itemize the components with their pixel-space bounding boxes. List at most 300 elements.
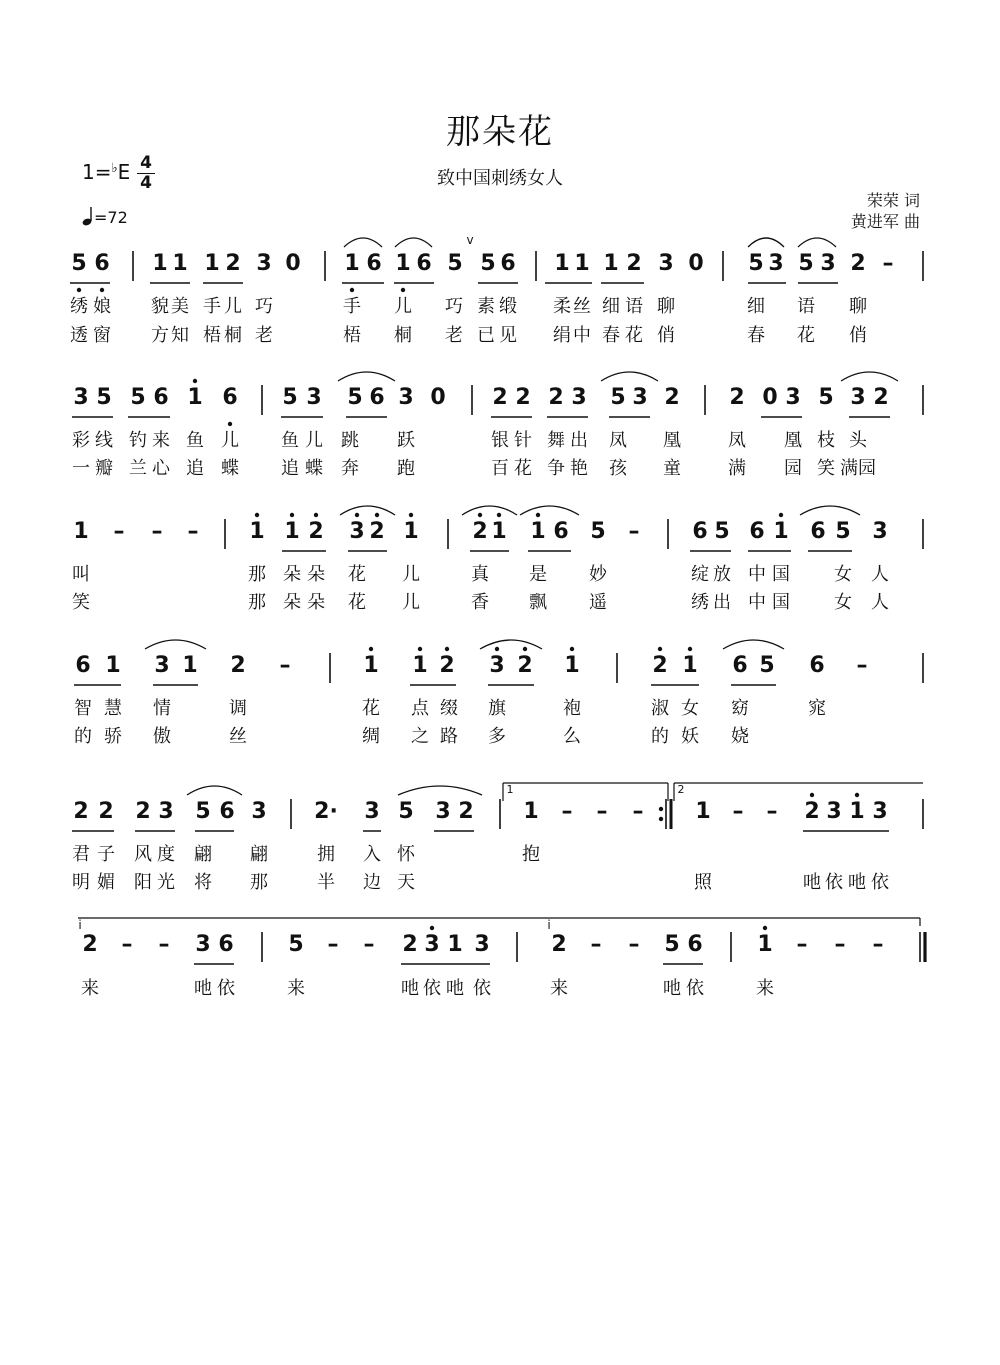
lyric-verse-1: 银 (491, 430, 509, 451)
note: 6 (222, 385, 238, 410)
note: – (796, 932, 808, 957)
lyric-verse-1: 怀 (397, 844, 415, 865)
grace-note: i (78, 918, 82, 932)
note: 2· (314, 799, 338, 824)
lyric-verse-2: 依 (825, 872, 843, 893)
octave-dot-above (375, 513, 379, 517)
lyric-verse-2: 已 (477, 325, 495, 346)
lyric-verse-2: 俏 (657, 325, 675, 346)
note: – (279, 653, 291, 678)
lyric-verse-2: 绸 (362, 726, 380, 747)
lyric-verse-1: 缀 (440, 698, 458, 719)
lyric-verse-1: 线 (95, 430, 113, 451)
lyric-verse-1: 枝 (817, 430, 835, 451)
lyric-verse-2: 兰 (129, 458, 147, 479)
lyric-verse-2: 中 (748, 592, 766, 613)
note: 1 (249, 519, 265, 544)
note: 1 (363, 653, 379, 678)
note: 3 (489, 653, 505, 678)
lyric-verse-1: 入 (363, 844, 381, 865)
lyric-verse-2: 满 (728, 458, 746, 479)
lyric-verse-1: 手 (203, 296, 221, 317)
slur (480, 640, 542, 649)
note: 2 (308, 519, 324, 544)
note: 1 (773, 519, 789, 544)
octave-dot-above (658, 647, 662, 651)
note: 1 (284, 519, 300, 544)
slur (145, 640, 206, 649)
lyric-verse-1: 翩 (250, 844, 268, 865)
note: 1 (412, 653, 428, 678)
note: 3 (364, 799, 380, 824)
lyric-verse-1: 那 (248, 564, 266, 585)
note: 5 (590, 519, 606, 544)
note: – (561, 799, 573, 824)
lyric-verse-1: 中 (748, 564, 766, 585)
note: 3 (658, 251, 674, 276)
lyric-verse-2: 一 (72, 458, 90, 479)
lyric-verse-1: 素 (477, 296, 495, 317)
lyric-verse-2: 出 (713, 592, 731, 613)
note: 0 (688, 251, 704, 276)
note: 1 (73, 519, 89, 544)
lyric-verse-2: 花 (625, 325, 643, 346)
note: 1 (172, 251, 188, 276)
note: 2 (551, 932, 567, 957)
note: 3 (632, 385, 648, 410)
lyric-verse-2: 追 (186, 458, 204, 479)
note: 0 (430, 385, 446, 410)
volta-1-label: 1 (506, 783, 514, 796)
lyric-verse-2: 傲 (153, 726, 171, 747)
note: 2 (492, 385, 508, 410)
lyric-verse-2: 梧 (343, 325, 361, 346)
lyric-verse-1: 慧 (104, 698, 122, 719)
lyric-verse-2: 孩 (609, 458, 627, 479)
lyric-verse-2: 的 (74, 726, 92, 747)
lyric-verse-1: 吔 (663, 978, 681, 999)
note: – (151, 519, 163, 544)
note: 5 (714, 519, 730, 544)
note: 1 (395, 251, 411, 276)
note: – (121, 932, 133, 957)
lyric-verse-1: 来 (287, 978, 305, 999)
slur (800, 506, 860, 515)
note: 2 (230, 653, 246, 678)
lyric-verse-2: 边 (363, 872, 381, 893)
lyric-verse-2: 中 (573, 325, 591, 346)
lyric-verse-2: 百 (491, 458, 509, 479)
lyric-verse-2: 吔 (803, 872, 821, 893)
lyric-verse-2: 艳 (570, 458, 588, 479)
lyric-verse-2: 老 (255, 325, 273, 346)
note: 5 (71, 251, 87, 276)
note: 1 (564, 653, 580, 678)
time-numerator: 4 (140, 153, 152, 173)
note: 6 (369, 385, 385, 410)
note: 2 (664, 385, 680, 410)
note: 2 (652, 653, 668, 678)
lyric-verse-2: 天 (397, 872, 415, 893)
note: 3 (474, 932, 490, 957)
note: – (327, 932, 339, 957)
note: – (590, 932, 602, 957)
note: – (856, 653, 868, 678)
note: – (872, 932, 884, 957)
lyric-verse-2: 那 (248, 592, 266, 613)
note: 1 (204, 251, 220, 276)
note: 2 (225, 251, 241, 276)
grace-note: i (547, 918, 551, 932)
note: 5 (130, 385, 146, 410)
note: 2 (458, 799, 474, 824)
score-subtitle: 致中国刺绣女人 (437, 168, 563, 189)
lyric-verse-1: 钓 (129, 430, 147, 451)
lyric-verse-2: 么 (563, 726, 581, 747)
note: 5 (480, 251, 496, 276)
note: 3 (195, 932, 211, 957)
lyric-verse-2: 满园 (840, 458, 876, 479)
slur (798, 238, 836, 247)
lyric-verse-2: 香 (471, 592, 489, 613)
lyric-verse-2: 方 (151, 325, 169, 346)
note: 1 (187, 385, 203, 410)
lyric-verse-1: 绽 (691, 564, 709, 585)
lyric-verse-2: 奔 (341, 458, 359, 479)
lyric-verse-2: 蝶 (305, 458, 323, 479)
note: 5 (798, 251, 814, 276)
slur (841, 372, 898, 381)
note: 1 (849, 799, 865, 824)
lyric-verse-2: 绢 (553, 325, 571, 346)
lyric-verse-2: 骄 (104, 726, 122, 747)
lyric-verse-1: 貌 (151, 296, 169, 317)
lyric-verse-1: 柔 (553, 296, 571, 317)
slur (462, 506, 517, 515)
note: 1 (344, 251, 360, 276)
lyricist-credit: 荣荣 词 (866, 191, 920, 210)
note: 0 (762, 385, 778, 410)
note: 2 (369, 519, 385, 544)
lyric-verse-1: 朵 (307, 564, 325, 585)
note: 5 (818, 385, 834, 410)
lyric-verse-1: 巧 (445, 296, 463, 317)
lyric-verse-2: 跑 (397, 458, 415, 479)
lyric-verse-2: 多 (488, 726, 506, 747)
slur (723, 640, 784, 649)
lyric-verse-1: 儿 (221, 430, 239, 451)
lyric-verse-1: 彩 (72, 430, 90, 451)
lyric-verse-1: 聊 (657, 296, 675, 317)
lyric-verse-2: 蝶 (221, 458, 239, 479)
lyric-verse-1: 语 (797, 296, 815, 317)
note: 2 (548, 385, 564, 410)
octave-dot-below (100, 288, 104, 292)
lyric-verse-1: 风 (134, 844, 152, 865)
lyric-verse-1: 吔 (401, 978, 419, 999)
lyric-verse-1: 娘 (93, 296, 111, 317)
note: 6 (732, 653, 748, 678)
time-denominator: 4 (140, 173, 152, 193)
note: – (187, 519, 199, 544)
lyric-verse-2: 童 (663, 458, 681, 479)
note: 5 (96, 385, 112, 410)
lyric-verse-1: 依 (423, 978, 441, 999)
lyric-verse-1: 窈 (731, 698, 749, 719)
time-signature (137, 154, 155, 193)
slur (395, 238, 432, 247)
lyric-verse-1: 来 (152, 430, 170, 451)
lyric-verse-2: 笑 (817, 458, 835, 479)
lyric-verse-2: 照 (694, 872, 712, 893)
lyric-verse-2: 半 (317, 872, 335, 893)
key-prefix: 1= (82, 160, 112, 184)
lyric-verse-1: 依 (473, 978, 491, 999)
lyric-verse-1: 女 (681, 698, 699, 719)
note: 3 (785, 385, 801, 410)
note: 6 (218, 932, 234, 957)
lyric-verse-1: 丝 (573, 296, 591, 317)
lyric-verse-1: 来 (81, 978, 99, 999)
note: 3 (306, 385, 322, 410)
note: 1 (530, 519, 546, 544)
lyric-verse-1: 点 (411, 698, 429, 719)
note: 5 (282, 385, 298, 410)
lyric-verse-1: 吔 (446, 978, 464, 999)
note: 1 (403, 519, 419, 544)
note: 2 (135, 799, 151, 824)
lyric-verse-2: 女 (834, 592, 852, 613)
repeat-dot (659, 807, 663, 811)
note: – (732, 799, 744, 824)
lyric-verse-2: 花 (797, 325, 815, 346)
octave-dot-above (430, 926, 434, 930)
note: 2 (73, 799, 89, 824)
lyric-verse-1: 鱼 (281, 430, 299, 451)
note: – (882, 251, 894, 276)
lyric-verse-2: 儿 (402, 592, 420, 613)
lyric-verse-2: 路 (440, 726, 458, 747)
note: 6 (687, 932, 703, 957)
octave-dot-above (779, 513, 783, 517)
octave-dot-below (77, 288, 81, 292)
note: 3 (424, 932, 440, 957)
lyric-verse-1: 依 (217, 978, 235, 999)
note: 6 (416, 251, 432, 276)
note: 6 (75, 653, 91, 678)
octave-dot-above (570, 647, 574, 651)
note: – (834, 932, 846, 957)
note: 6 (219, 799, 235, 824)
note: 2 (439, 653, 455, 678)
breath-mark: v (466, 233, 474, 247)
lyric-verse-2: 的 (651, 726, 669, 747)
quarter-note-icon (82, 206, 94, 226)
note: 6 (500, 251, 516, 276)
note: 1 (695, 799, 711, 824)
lyric-verse-2: 桐 (394, 325, 412, 346)
lyric-verse-2: 飘 (529, 592, 547, 613)
lyric-verse-1: 女 (834, 564, 852, 585)
note: 3 (826, 799, 842, 824)
note: 3 (850, 385, 866, 410)
lyric-verse-2: 老 (445, 325, 463, 346)
note: 1 (491, 519, 507, 544)
note: 2 (402, 932, 418, 957)
octave-dot-above (478, 513, 482, 517)
note: 5 (398, 799, 414, 824)
lyric-verse-2: 遥 (589, 592, 607, 613)
lyric-verse-1: 凰 (663, 430, 681, 451)
slur (748, 238, 784, 247)
lyric-verse-1: 手 (343, 296, 361, 317)
note: 3 (872, 519, 888, 544)
octave-dot-above (495, 647, 499, 651)
note: 2 (626, 251, 642, 276)
composer-credit: 黄进军 曲 (850, 212, 920, 231)
lyric-verse-2: 桐 (224, 325, 242, 346)
lyric-verse-1: 子 (97, 844, 115, 865)
note: 2 (472, 519, 488, 544)
lyric-verse-1: 凤 (609, 430, 627, 451)
lyric-verse-1: 头 (849, 430, 867, 451)
lyric-verse-1: 旗 (488, 698, 506, 719)
note: 6 (553, 519, 569, 544)
note: 5 (195, 799, 211, 824)
note: 5 (288, 932, 304, 957)
lyric-verse-1: 放 (713, 564, 731, 585)
note: 3 (73, 385, 89, 410)
note: 1 (757, 932, 773, 957)
lyric-verse-1: 智 (74, 698, 92, 719)
lyric-verse-2: 俏 (849, 325, 867, 346)
lyric-verse-2: 妖 (681, 726, 699, 747)
lyric-verse-2: 瓣 (95, 458, 113, 479)
lyric-verse-2: 娆 (731, 726, 749, 747)
note: 5 (748, 251, 764, 276)
lyric-verse-1: 淑 (651, 698, 669, 719)
lyric-verse-1: 凰 (784, 430, 802, 451)
note: – (628, 519, 640, 544)
slur (520, 506, 579, 515)
note: 5 (664, 932, 680, 957)
note: 3 (158, 799, 174, 824)
slur (340, 506, 395, 515)
slur (398, 786, 482, 795)
note: 3 (256, 251, 272, 276)
volta-2-label: 2 (677, 783, 685, 796)
note: 1 (554, 251, 570, 276)
octave-dot-below (228, 422, 232, 426)
lyric-verse-1: 窕 (808, 698, 826, 719)
score-title: 那朵花 (446, 112, 554, 152)
lyric-verse-1: 吔 (194, 978, 212, 999)
note: 1 (105, 653, 121, 678)
lyric-verse-2: 见 (499, 325, 517, 346)
lyric-verse-1: 拥 (317, 844, 335, 865)
note: 1 (152, 251, 168, 276)
octave-dot-above (409, 513, 413, 517)
lyric-verse-1: 叫 (72, 564, 90, 585)
lyric-verse-2: 窗 (93, 325, 111, 346)
lyric-verse-2: 光 (157, 872, 175, 893)
octave-dot-above (193, 379, 197, 383)
lyric-verse-1: 细 (747, 296, 765, 317)
note: 0 (285, 251, 301, 276)
lyric-verse-1: 跃 (397, 430, 415, 451)
lyric-verse-1: 来 (550, 978, 568, 999)
lyric-verse-1: 凤 (728, 430, 746, 451)
note: 2 (873, 385, 889, 410)
note: 3 (398, 385, 414, 410)
octave-dot-above (523, 647, 527, 651)
note: 1 (603, 251, 619, 276)
lyric-verse-1: 翩 (194, 844, 212, 865)
lyric-verse-2: 那 (250, 872, 268, 893)
lyric-verse-1: 儿 (394, 296, 412, 317)
note: 6 (810, 519, 826, 544)
lyric-verse-2: 春 (747, 325, 765, 346)
note: 6 (366, 251, 382, 276)
lyric-verse-2: 媚 (97, 872, 115, 893)
lyric-verse-1: 缎 (499, 296, 517, 317)
note: 1 (682, 653, 698, 678)
lyric-verse-1: 国 (772, 564, 790, 585)
note: 1 (447, 932, 463, 957)
slur (187, 786, 242, 795)
note: – (158, 932, 170, 957)
octave-dot-above (255, 513, 259, 517)
note: 3 (349, 519, 365, 544)
key-signature (82, 160, 130, 184)
lyric-verse-1: 鱼 (186, 430, 204, 451)
note: 3 (251, 799, 267, 824)
lyric-verse-1: 人 (871, 564, 889, 585)
lyric-verse-2: 之 (411, 726, 429, 747)
note: 2 (729, 385, 745, 410)
lyric-verse-2: 人 (871, 592, 889, 613)
lyric-verse-1: 绣 (70, 296, 88, 317)
lyric-verse-2: 梧 (203, 325, 221, 346)
lyric-verse-1: 朵 (283, 564, 301, 585)
lyric-verse-2: 绣 (691, 592, 709, 613)
octave-dot-above (418, 647, 422, 651)
slur (344, 238, 382, 247)
note: 2 (850, 251, 866, 276)
note: 6 (749, 519, 765, 544)
lyric-verse-1: 跳 (341, 430, 359, 451)
key-letter: E (117, 160, 131, 184)
note: 2 (515, 385, 531, 410)
lyric-verse-1: 聊 (849, 296, 867, 317)
lyric-verse-1: 花 (362, 698, 380, 719)
lyric-verse-2: 春 (602, 325, 620, 346)
note: – (632, 799, 644, 824)
slur (601, 372, 658, 381)
lyric-verse-1: 妙 (589, 564, 607, 585)
lyric-verse-2: 笑 (72, 592, 90, 613)
lyric-verse-2: 透 (70, 325, 88, 346)
lyric-verse-1: 依 (686, 978, 704, 999)
octave-dot-below (350, 288, 354, 292)
octave-dot-above (855, 793, 859, 797)
note: 3 (154, 653, 170, 678)
lyric-verse-2: 依 (871, 872, 889, 893)
lyric-verse-2: 朵 (283, 592, 301, 613)
note: 3 (768, 251, 784, 276)
note: 1 (182, 653, 198, 678)
note: 5 (835, 519, 851, 544)
